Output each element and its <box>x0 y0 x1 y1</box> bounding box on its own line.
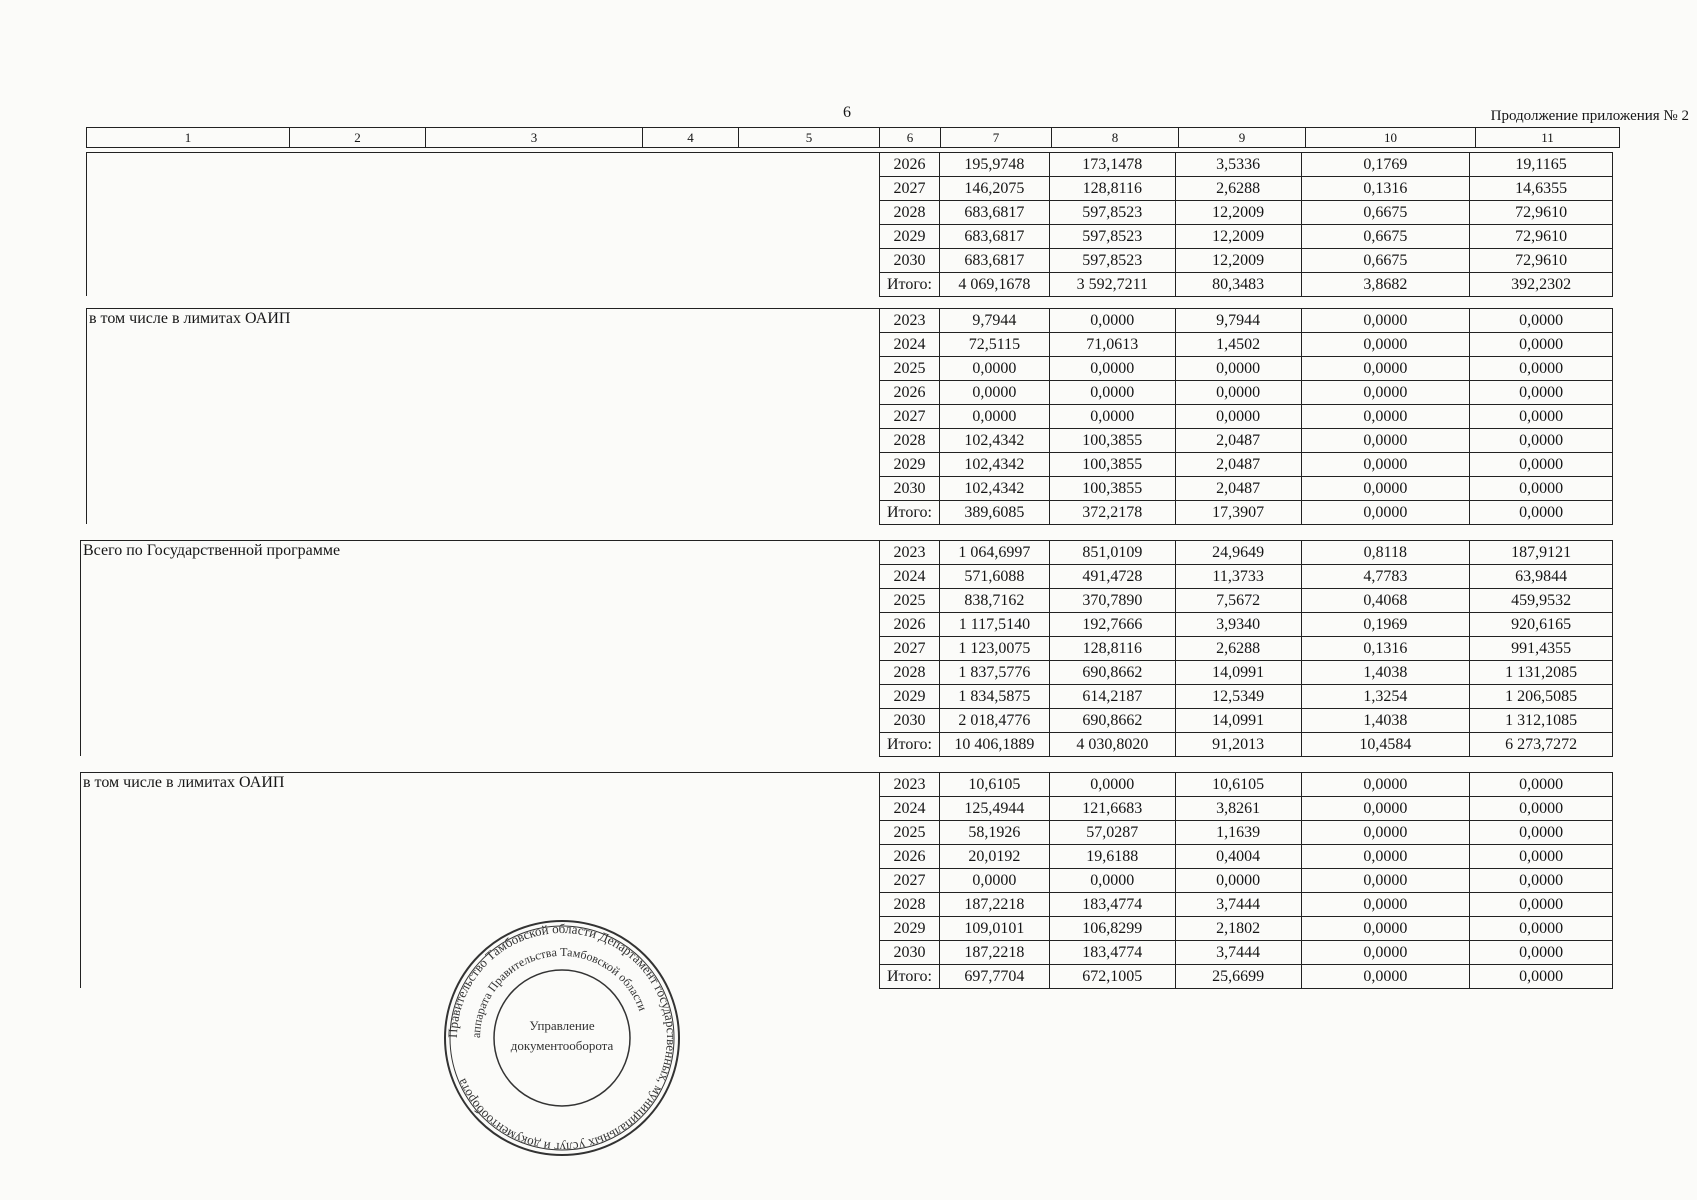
value-cell: 0,4004 <box>1175 845 1301 869</box>
value-cell: 0,0000 <box>1301 821 1470 845</box>
value-cell: 1 123,0075 <box>939 637 1049 661</box>
value-cell: 683,6817 <box>939 225 1049 249</box>
value-cell: 12,5349 <box>1175 685 1301 709</box>
value-cell: 0,0000 <box>1049 869 1175 893</box>
value-cell: 0,6675 <box>1301 225 1470 249</box>
value-cell: 183,4774 <box>1049 941 1175 965</box>
year-cell: Итого: <box>880 733 940 757</box>
value-cell: 0,6675 <box>1301 249 1470 273</box>
value-cell: 14,0991 <box>1175 661 1301 685</box>
value-cell: 0,0000 <box>1470 845 1613 869</box>
continuation-label: Продолжение приложения № 2 <box>1490 108 1689 124</box>
value-cell: 7,5672 <box>1175 589 1301 613</box>
value-cell: 683,6817 <box>939 249 1049 273</box>
value-cell: 24,9649 <box>1175 541 1301 565</box>
value-cell: 10,6105 <box>1175 773 1301 797</box>
year-cell: 2028 <box>880 429 940 453</box>
value-cell: 0,0000 <box>1470 797 1613 821</box>
stamp-inner-text: аппарата Правительства Тамбовской области <box>468 944 650 1039</box>
table-row <box>880 893 1613 917</box>
value-cell: 173,1478 <box>1049 153 1175 177</box>
value-cell: 0,0000 <box>1049 357 1175 381</box>
block-label <box>86 152 879 296</box>
value-cell: 3,7444 <box>1175 893 1301 917</box>
value-cell: 0,0000 <box>1470 893 1613 917</box>
column-header: 9 <box>1179 128 1306 148</box>
year-cell: 2024 <box>880 333 940 357</box>
value-cell: 0,0000 <box>1301 941 1470 965</box>
year-cell: 2023 <box>880 541 940 565</box>
value-cell: 0,1769 <box>1301 153 1470 177</box>
value-cell: 0,0000 <box>1301 477 1470 501</box>
value-cell: 2,6288 <box>1175 177 1301 201</box>
year-cell: 2025 <box>880 821 940 845</box>
year-cell: 2026 <box>880 153 940 177</box>
year-cell: 2027 <box>880 177 940 201</box>
table-row <box>880 613 1613 637</box>
value-cell: 80,3483 <box>1175 273 1301 297</box>
value-cell: 14,0991 <box>1175 709 1301 733</box>
value-cell: 0,0000 <box>939 405 1049 429</box>
year-cell: 2028 <box>880 201 940 225</box>
value-cell: 991,4355 <box>1470 637 1613 661</box>
value-cell: 0,0000 <box>1470 309 1613 333</box>
value-cell: 3,8682 <box>1301 273 1470 297</box>
value-cell: 2,0487 <box>1175 453 1301 477</box>
value-cell: 389,6085 <box>939 501 1049 525</box>
value-cell: 109,0101 <box>939 917 1049 941</box>
table-row <box>880 201 1613 225</box>
value-cell: 0,6675 <box>1301 201 1470 225</box>
value-cell: 57,0287 <box>1049 821 1175 845</box>
year-cell: 2024 <box>880 565 940 589</box>
table-row <box>880 637 1613 661</box>
value-cell: 187,2218 <box>939 941 1049 965</box>
value-cell: 128,8116 <box>1049 177 1175 201</box>
table-row <box>880 177 1613 201</box>
value-cell: 58,1926 <box>939 821 1049 845</box>
value-cell: 672,1005 <box>1049 965 1175 989</box>
column-header: 11 <box>1476 128 1620 148</box>
table-row <box>880 501 1613 525</box>
value-cell: 0,8118 <box>1301 541 1470 565</box>
value-cell: 0,0000 <box>1301 357 1470 381</box>
value-cell: 0,0000 <box>1470 357 1613 381</box>
year-cell: 2029 <box>880 685 940 709</box>
column-header: 5 <box>739 128 880 148</box>
table-row <box>880 541 1613 565</box>
value-cell: 6 273,7272 <box>1470 733 1613 757</box>
value-cell: 0,0000 <box>1470 821 1613 845</box>
value-cell: 0,0000 <box>1470 381 1613 405</box>
column-header: 2 <box>290 128 426 148</box>
value-cell: 100,3855 <box>1049 453 1175 477</box>
table-row <box>880 685 1613 709</box>
table-row <box>880 381 1613 405</box>
table-block <box>80 772 1613 988</box>
value-cell: 3,5336 <box>1175 153 1301 177</box>
value-cell: 63,9844 <box>1470 565 1613 589</box>
value-cell: 9,7944 <box>939 309 1049 333</box>
value-cell: 0,0000 <box>1470 917 1613 941</box>
value-cell: 102,4342 <box>939 429 1049 453</box>
value-cell: 11,3733 <box>1175 565 1301 589</box>
value-cell: 0,0000 <box>1301 917 1470 941</box>
value-cell: 12,2009 <box>1175 225 1301 249</box>
value-cell: 72,9610 <box>1470 249 1613 273</box>
column-header: 1 <box>87 128 290 148</box>
table-row <box>880 845 1613 869</box>
value-cell: 0,1316 <box>1301 637 1470 661</box>
value-cell: 4 069,1678 <box>939 273 1049 297</box>
value-cell: 91,2013 <box>1175 733 1301 757</box>
value-cell: 128,8116 <box>1049 637 1175 661</box>
table-row <box>880 225 1613 249</box>
table-row <box>880 797 1613 821</box>
year-cell: 2030 <box>880 249 940 273</box>
value-cell: 0,0000 <box>1301 893 1470 917</box>
value-cell: 0,0000 <box>1301 845 1470 869</box>
column-header: 7 <box>941 128 1052 148</box>
value-cell: 690,8662 <box>1049 661 1175 685</box>
value-cell: 192,7666 <box>1049 613 1175 637</box>
value-cell: 0,0000 <box>1301 797 1470 821</box>
year-cell: 2023 <box>880 773 940 797</box>
year-cell: 2027 <box>880 637 940 661</box>
value-cell: 0,0000 <box>1301 869 1470 893</box>
official-stamp <box>442 918 682 1158</box>
table-row <box>880 477 1613 501</box>
value-cell: 1 206,5085 <box>1470 685 1613 709</box>
value-cell: 0,0000 <box>1470 429 1613 453</box>
value-cell: 0,0000 <box>939 869 1049 893</box>
value-cell: 12,2009 <box>1175 201 1301 225</box>
value-cell: 0,0000 <box>1301 333 1470 357</box>
table-row <box>880 709 1613 733</box>
value-cell: 0,0000 <box>1049 309 1175 333</box>
year-cell: 2030 <box>880 941 940 965</box>
value-cell: 187,2218 <box>939 893 1049 917</box>
value-cell: 0,0000 <box>1470 405 1613 429</box>
value-cell: 3,9340 <box>1175 613 1301 637</box>
value-cell: 0,0000 <box>1049 773 1175 797</box>
value-cell: 1 131,2085 <box>1470 661 1613 685</box>
year-cell: 2027 <box>880 869 940 893</box>
value-cell: 20,0192 <box>939 845 1049 869</box>
value-cell: 0,0000 <box>1175 869 1301 893</box>
year-cell: 2028 <box>880 661 940 685</box>
value-cell: 2,0487 <box>1175 477 1301 501</box>
table-row <box>880 405 1613 429</box>
value-cell: 19,1165 <box>1470 153 1613 177</box>
value-cell: 100,3855 <box>1049 477 1175 501</box>
value-cell: 1 834,5875 <box>939 685 1049 709</box>
value-cell: 3 592,7211 <box>1049 273 1175 297</box>
table-block <box>86 308 1613 524</box>
table-row <box>880 153 1613 177</box>
value-cell: 183,4774 <box>1049 893 1175 917</box>
value-cell: 0,0000 <box>1470 333 1613 357</box>
value-cell: 0,0000 <box>1301 501 1470 525</box>
value-cell: 0,0000 <box>1049 405 1175 429</box>
value-cell: 0,1969 <box>1301 613 1470 637</box>
value-cell: 697,7704 <box>939 965 1049 989</box>
value-cell: 3,7444 <box>1175 941 1301 965</box>
value-cell: 72,5115 <box>939 333 1049 357</box>
year-cell: 2023 <box>880 309 940 333</box>
value-cell: 0,0000 <box>1470 869 1613 893</box>
value-cell: 106,8299 <box>1049 917 1175 941</box>
value-cell: 372,2178 <box>1049 501 1175 525</box>
year-cell: 2030 <box>880 477 940 501</box>
value-cell: 25,6699 <box>1175 965 1301 989</box>
value-cell: 195,9748 <box>939 153 1049 177</box>
value-cell: 0,0000 <box>1175 405 1301 429</box>
value-cell: 0,0000 <box>1175 381 1301 405</box>
value-cell: 1 837,5776 <box>939 661 1049 685</box>
table-row <box>880 941 1613 965</box>
value-cell: 491,4728 <box>1049 565 1175 589</box>
year-cell: 2030 <box>880 709 940 733</box>
value-cell: 1,3254 <box>1301 685 1470 709</box>
table-row <box>880 249 1613 273</box>
value-cell: 0,0000 <box>1470 965 1613 989</box>
value-cell: 838,7162 <box>939 589 1049 613</box>
year-cell: 2024 <box>880 797 940 821</box>
value-cell: 2,6288 <box>1175 637 1301 661</box>
table-row <box>880 821 1613 845</box>
stamp-outer-text: Правительство Тамбовской области Департамент государственных, муниципальных услуг и документооборота <box>444 920 680 1156</box>
value-cell: 0,0000 <box>1301 453 1470 477</box>
value-cell: 1,4502 <box>1175 333 1301 357</box>
value-cell: 597,8523 <box>1049 201 1175 225</box>
value-cell: 10 406,1889 <box>939 733 1049 757</box>
table-row <box>880 661 1613 685</box>
value-cell: 0,0000 <box>1301 381 1470 405</box>
value-cell: 0,0000 <box>1470 773 1613 797</box>
value-cell: 0,0000 <box>939 381 1049 405</box>
value-cell: 1 117,5140 <box>939 613 1049 637</box>
value-cell: 2,0487 <box>1175 429 1301 453</box>
block-label: в том числе в лимитах ОАИП <box>86 308 879 524</box>
year-cell: Итого: <box>880 501 940 525</box>
value-cell: 1,4038 <box>1301 709 1470 733</box>
value-cell: 0,0000 <box>1049 381 1175 405</box>
value-cell: 17,3907 <box>1175 501 1301 525</box>
value-cell: 9,7944 <box>1175 309 1301 333</box>
page-number: 6 <box>843 104 851 121</box>
value-cell: 0,0000 <box>1301 405 1470 429</box>
year-cell: 2027 <box>880 405 940 429</box>
table-row <box>880 965 1613 989</box>
value-cell: 1 312,1085 <box>1470 709 1613 733</box>
value-cell: 0,0000 <box>1301 429 1470 453</box>
year-cell: 2028 <box>880 893 940 917</box>
table-row <box>880 565 1613 589</box>
value-cell: 146,2075 <box>939 177 1049 201</box>
table-row <box>880 589 1613 613</box>
table-row <box>880 357 1613 381</box>
value-cell: 459,9532 <box>1470 589 1613 613</box>
value-cell: 10,4584 <box>1301 733 1470 757</box>
column-header: 8 <box>1052 128 1179 148</box>
value-cell: 4,7783 <box>1301 565 1470 589</box>
value-cell: 100,3855 <box>1049 429 1175 453</box>
value-cell: 14,6355 <box>1470 177 1613 201</box>
value-cell: 121,6683 <box>1049 797 1175 821</box>
year-cell: 2029 <box>880 453 940 477</box>
value-cell: 187,9121 <box>1470 541 1613 565</box>
value-cell: 370,7890 <box>1049 589 1175 613</box>
value-cell: 0,0000 <box>1470 477 1613 501</box>
value-cell: 851,0109 <box>1049 541 1175 565</box>
table-block <box>86 152 1613 296</box>
value-cell: 19,6188 <box>1049 845 1175 869</box>
table-row <box>880 273 1613 297</box>
year-cell: Итого: <box>880 273 940 297</box>
table-row <box>880 333 1613 357</box>
value-cell: 12,2009 <box>1175 249 1301 273</box>
value-cell: 10,6105 <box>939 773 1049 797</box>
column-header: 10 <box>1306 128 1476 148</box>
value-cell: 125,4944 <box>939 797 1049 821</box>
table-row <box>880 917 1613 941</box>
column-header-row <box>86 127 1620 148</box>
value-cell: 571,6088 <box>939 565 1049 589</box>
year-cell: 2026 <box>880 845 940 869</box>
table-row <box>880 453 1613 477</box>
value-cell: 0,0000 <box>1301 773 1470 797</box>
column-header: 6 <box>880 128 941 148</box>
value-cell: 0,0000 <box>939 357 1049 381</box>
value-cell: 72,9610 <box>1470 201 1613 225</box>
value-cell: 2,1802 <box>1175 917 1301 941</box>
value-cell: 614,2187 <box>1049 685 1175 709</box>
value-cell: 392,2302 <box>1470 273 1613 297</box>
column-header: 4 <box>643 128 739 148</box>
value-cell: 597,8523 <box>1049 249 1175 273</box>
year-cell: 2026 <box>880 613 940 637</box>
value-cell: 1,1639 <box>1175 821 1301 845</box>
stamp-center-line-2: документооборота <box>510 1038 614 1053</box>
value-cell: 0,0000 <box>1470 453 1613 477</box>
value-cell: 1,4038 <box>1301 661 1470 685</box>
value-cell: 597,8523 <box>1049 225 1175 249</box>
value-cell: 920,6165 <box>1470 613 1613 637</box>
block-label: в том числе в лимитах ОАИП <box>80 772 879 988</box>
column-header: 3 <box>426 128 643 148</box>
year-cell: 2029 <box>880 917 940 941</box>
value-cell: 0,0000 <box>1175 357 1301 381</box>
value-cell: 3,8261 <box>1175 797 1301 821</box>
year-cell: 2029 <box>880 225 940 249</box>
block-label: Всего по Государственной программе <box>80 540 879 756</box>
table-row <box>880 773 1613 797</box>
value-cell: 0,0000 <box>1301 965 1470 989</box>
table-row <box>880 429 1613 453</box>
value-cell: 0,0000 <box>1301 309 1470 333</box>
year-cell: Итого: <box>880 965 940 989</box>
value-cell: 0,0000 <box>1470 501 1613 525</box>
year-cell: 2025 <box>880 589 940 613</box>
value-cell: 71,0613 <box>1049 333 1175 357</box>
value-cell: 0,1316 <box>1301 177 1470 201</box>
year-cell: 2026 <box>880 381 940 405</box>
year-cell: 2025 <box>880 357 940 381</box>
table-block <box>80 540 1613 756</box>
stamp-center-line-1: Управление <box>529 1018 595 1033</box>
table-row <box>880 733 1613 757</box>
table-row <box>880 869 1613 893</box>
table-row <box>880 309 1613 333</box>
value-cell: 0,4068 <box>1301 589 1470 613</box>
value-cell: 683,6817 <box>939 201 1049 225</box>
value-cell: 72,9610 <box>1470 225 1613 249</box>
value-cell: 102,4342 <box>939 453 1049 477</box>
value-cell: 1 064,6997 <box>939 541 1049 565</box>
value-cell: 102,4342 <box>939 477 1049 501</box>
value-cell: 690,8662 <box>1049 709 1175 733</box>
value-cell: 0,0000 <box>1470 941 1613 965</box>
value-cell: 4 030,8020 <box>1049 733 1175 757</box>
value-cell: 2 018,4776 <box>939 709 1049 733</box>
